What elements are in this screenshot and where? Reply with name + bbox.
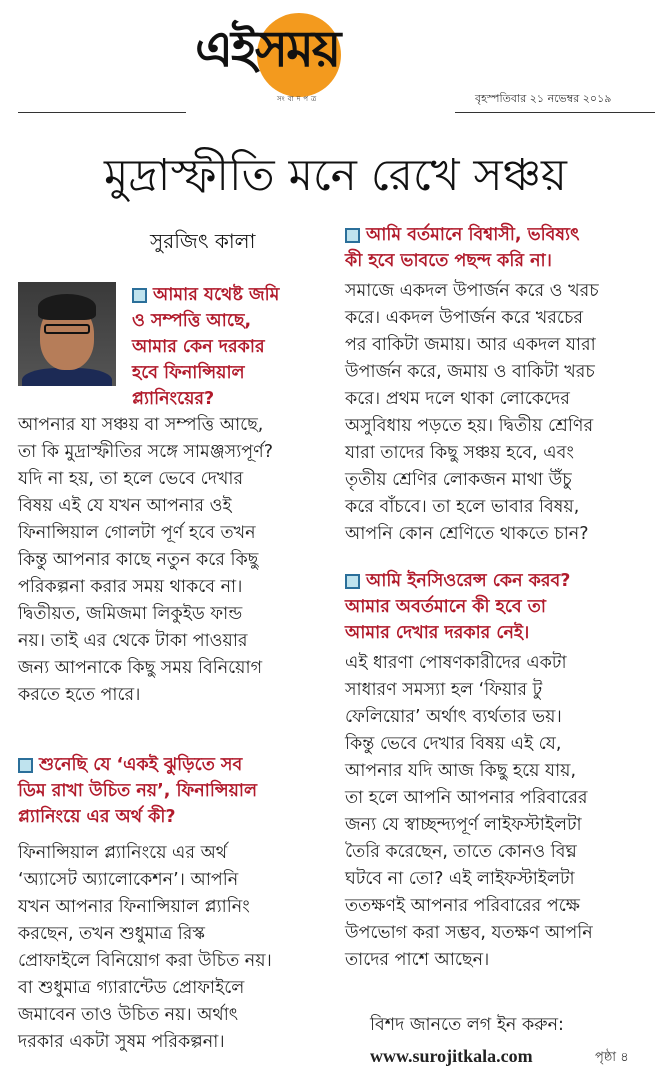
text-line (18, 1002, 272, 1029)
text-line (132, 386, 279, 412)
line-text: শুনেছি যে ‘একই ঝুড়িতে সব (39, 755, 243, 775)
text-line (18, 975, 272, 1002)
text-line (345, 893, 593, 920)
article-headline: মুদ্রাস্ফীতি মনে রেখে সঞ্চয় (104, 150, 567, 201)
text-line (345, 677, 593, 704)
line-text: জন্য আপনাকে কিছু সময় বিনিয়োগ (18, 658, 263, 678)
text-line (345, 467, 599, 494)
question-1 (132, 282, 279, 412)
line-text: আমি বর্তমানে বিশ্বাসী, ভবিষ্যৎ (366, 225, 580, 245)
text-line (345, 920, 593, 947)
line-text: বা শুধুমাত্র গ্যারান্টেড প্রোফাইলে (18, 978, 245, 998)
line-text: ডিম রাখা উচিত নয়’, ফিনান্সিয়াল (18, 781, 258, 801)
text-line (18, 439, 273, 466)
text-line (345, 248, 579, 274)
text-line (345, 812, 593, 839)
line-text: দরকার একটা সুষম পরিকল্পনা। (18, 1032, 225, 1052)
line-text: ‘অ্যাসেট অ্যালোকেশন’। আপনি (18, 870, 239, 890)
text-line (132, 334, 279, 360)
text-line (345, 222, 579, 248)
line-text: আমার অবর্তমানে কী হবে তা (345, 597, 546, 617)
line-text: কী হবে ভাবতে পছন্দ করি না। (345, 251, 552, 271)
question-2 (18, 752, 257, 830)
answer-4 (345, 650, 593, 974)
line-text: তা কি মুদ্রাস্ফীতির সঙ্গে সামঞ্জস্যপূর্ণ? (18, 442, 274, 462)
text-line (18, 574, 273, 601)
line-text: ঘটবে না তো? এই লাইফস্টাইলটা (345, 869, 575, 889)
line-text: আমার যথেষ্ট জমি (153, 285, 280, 305)
page-number: পৃষ্ঠা ৪ (595, 1050, 629, 1065)
line-text: কিন্তু ভেবে দেখার বিষয় এই যে, (345, 734, 562, 754)
logo-text: এইসময় (195, 20, 340, 78)
line-text: ও সম্পত্তি আছে, (132, 311, 252, 331)
text-line (18, 520, 273, 547)
line-text: দ্বিতীয়ত, জমিজমা লিকুইড ফান্ড (18, 604, 243, 624)
square-bullet-icon (345, 574, 360, 589)
masthead-rule-right (455, 112, 655, 113)
issue-date: বৃহস্পতিবার ২১ নভেম্বর ২০১৯ (475, 92, 612, 105)
text-line (18, 412, 273, 439)
text-line (345, 650, 593, 677)
text-line (345, 568, 570, 594)
line-text: হবে ফিনান্সিয়াল (132, 363, 245, 383)
line-text: প্রোফাইলে বিনিয়োগ করা উচিত নয়। (18, 951, 272, 971)
line-text: নয়। তাই এর থেকে টাকা পাওয়ার (18, 631, 248, 651)
text-line (18, 948, 272, 975)
text-line (345, 947, 593, 974)
text-line (345, 731, 593, 758)
line-text: তা হলে আপনি আপনার পরিবারের (345, 788, 588, 808)
line-text: পরিকল্পনা করার সময় থাকবে না। (18, 577, 243, 597)
masthead-logo (195, 5, 445, 105)
line-text: বিষয় এই যে যখন আপনার ওই (18, 496, 232, 516)
text-line (18, 682, 273, 709)
line-text: উপভোগ করা সম্ভব, যতক্ষণ আপনি (345, 923, 593, 943)
line-text: সাধারণ সমস্যা হল ‘ফিয়ার টু (345, 680, 543, 700)
line-text: আমি ইনসিওরেন্স কেন করব? (366, 571, 571, 591)
text-line (132, 308, 279, 334)
text-line (18, 867, 272, 894)
answer-1 (18, 412, 273, 709)
line-text: প্ল্যানিংয়ের? (132, 389, 215, 409)
text-line (345, 521, 599, 548)
line-text: আমার দেখার দরকার নেই। (345, 623, 530, 643)
line-text: অসুবিধায় পড়তে হয়। দ্বিতীয় শ্রেণির (345, 416, 594, 436)
line-text: আপনার যদি আজ কিছু হয়ে যায়, (345, 761, 577, 781)
text-line (345, 839, 593, 866)
line-text: করছেন, তখন শুধুমাত্র রিস্ক (18, 924, 206, 944)
text-line (345, 866, 593, 893)
text-line (345, 278, 599, 305)
square-bullet-icon (345, 228, 360, 243)
text-line (18, 628, 273, 655)
text-line (345, 305, 599, 332)
line-text: যখন আপনার ফিনান্সিয়াল প্ল্যানিং (18, 897, 250, 917)
text-line (345, 413, 599, 440)
line-text: জন্য যে স্বাচ্ছন্দ্যপূর্ণ লাইফস্টাইলটা (345, 815, 582, 835)
text-line (18, 840, 272, 867)
square-bullet-icon (18, 758, 33, 773)
masthead-rule-left (18, 112, 186, 113)
text-line (18, 493, 273, 520)
text-line (18, 1029, 272, 1056)
line-text: জমাবেন তাও উচিত নয়। অর্থাৎ (18, 1005, 239, 1025)
text-line (18, 752, 257, 778)
line-text: যারা তাদের কিছু সঞ্চয় হবে, এবং (345, 443, 574, 463)
line-text: ততক্ষণই আপনার পরিবারের পক্ষে (345, 896, 580, 916)
line-text: প্ল্যানিংয়ে এর অর্থ কী? (18, 807, 176, 827)
author-photo (18, 282, 116, 386)
text-line (345, 359, 599, 386)
text-line (345, 704, 593, 731)
text-line (345, 758, 593, 785)
line-text: সমাজে একদল উপার্জন করে ও খরচ (345, 281, 599, 301)
line-text: করে। প্রথম দলে থাকা লোকেদের (345, 389, 570, 409)
line-text: উপার্জন করে, জমায় ও বাকিটা খরচ (345, 362, 595, 382)
author-byline: সুরজিৎ কালা (150, 229, 256, 253)
line-text: ফেলিয়োর’ অর্থাৎ ব্যর্থতার ভয়। (345, 707, 562, 727)
line-text: কিন্তু আপনার কাছে নতুন করে কিছু (18, 550, 259, 570)
line-text: আপনি কোন শ্রেণিতে থাকতে চান? (345, 524, 589, 544)
line-text: যদি না হয়, তা হলে ভেবে দেখার (18, 469, 244, 489)
text-line (345, 785, 593, 812)
line-text: করতে হতে পারে। (18, 685, 141, 705)
answer-2 (18, 840, 272, 1056)
text-line (345, 494, 599, 521)
line-text: তাদের পাশে আছেন। (345, 950, 490, 970)
login-prompt: বিশদ জানতে লগ ইন করুন: (370, 1015, 564, 1035)
text-line (345, 620, 570, 646)
square-bullet-icon (132, 288, 147, 303)
line-text: করে বাঁচবে। তা হলে ভাবার বিষয়, (345, 497, 580, 517)
question-3 (345, 222, 579, 274)
text-line (18, 894, 272, 921)
line-text: আমার কেন দরকার (132, 337, 265, 357)
text-line (18, 655, 273, 682)
text-line (132, 360, 279, 386)
website-link[interactable]: www.surojitkala.com (370, 1046, 533, 1066)
text-line (18, 601, 273, 628)
line-text: আপনার যা সঞ্চয় বা সম্পত্তি আছে, (18, 415, 264, 435)
question-4 (345, 568, 570, 646)
line-text: তৈরি করেছেন, তাতে কোনও বিঘ্ন (345, 842, 577, 862)
text-line (18, 547, 273, 574)
line-text: এই ধারণা পোষণকারীদের একটা (345, 653, 567, 673)
text-line (18, 804, 257, 830)
text-line (345, 332, 599, 359)
line-text: ফিনান্সিয়াল গোলটা পূর্ণ হবে তখন (18, 523, 256, 543)
text-line (345, 594, 570, 620)
text-line (18, 466, 273, 493)
answer-3 (345, 278, 599, 548)
line-text: তৃতীয় শ্রেণির লোকজন মাথা উঁচু (345, 470, 572, 490)
text-line (18, 778, 257, 804)
line-text: ফিনান্সিয়াল প্ল্যানিংয়ে এর অর্থ (18, 843, 228, 863)
line-text: পর বাকিটা জমায়। আর একদল যারা (345, 335, 596, 355)
logo-subtitle: সংবাদপত্র (277, 95, 320, 103)
text-line (18, 921, 272, 948)
text-line (345, 440, 599, 467)
text-line (345, 386, 599, 413)
text-line (132, 282, 279, 308)
line-text: করে। একদল উপার্জন করে খরচের (345, 308, 584, 328)
